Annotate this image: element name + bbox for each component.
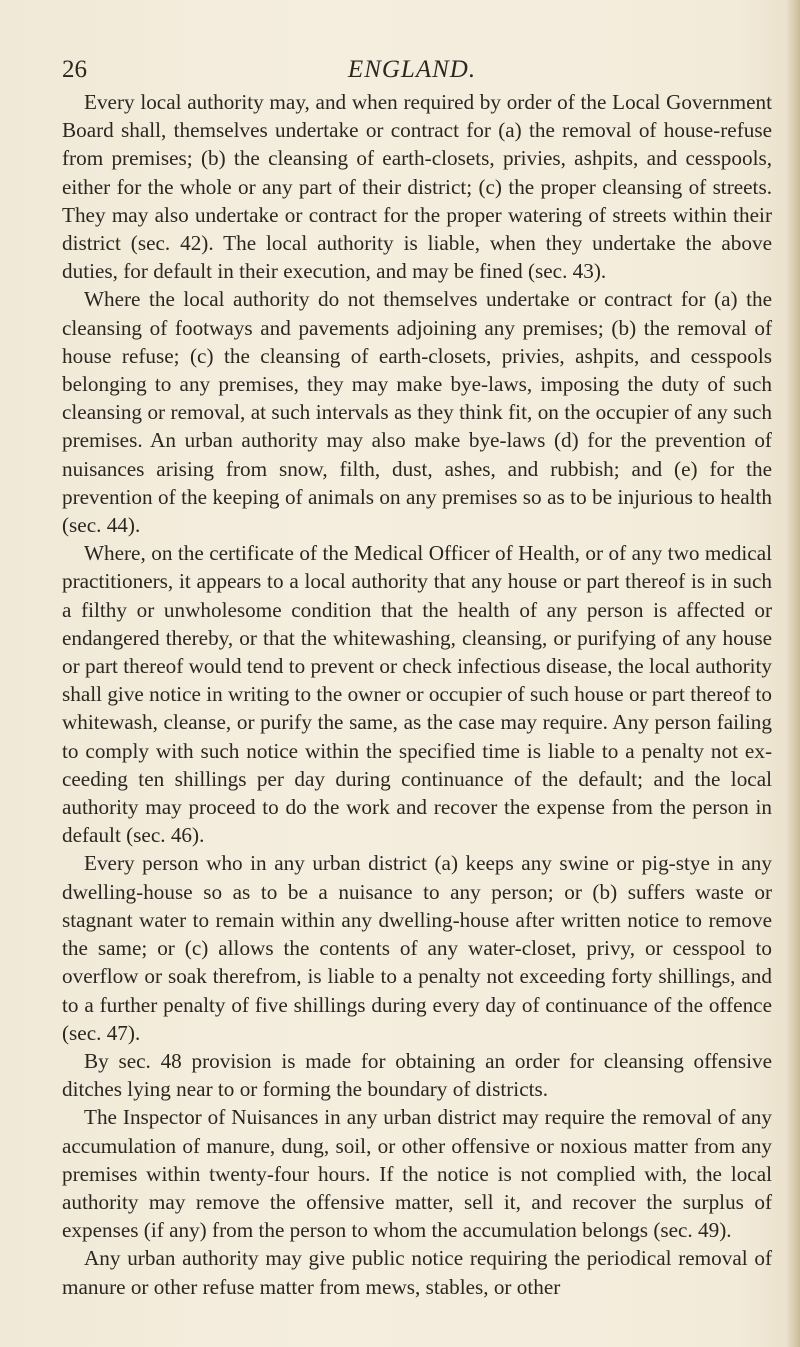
paragraph: The Inspector of Nuisances in any urban district may require the removal of any accumulation of manure, dung, soil, or other offensive or noxious matter from any premises within twenty-four hours. If the notice is not complied with, the local authority may remove the offensive matter, sell it, and recover the surplus of expenses (if any) from the person to whom the accumulation belongs (sec. 49). xyxy=(62,1105,772,1243)
paragraph: Where, on the certificate of the Medical Officer of Health, or of any two medical practitioners, it appears to a local authority that any house or part thereof is in such a filthy or unwholesome condition that the health of any person is affected or endangered thereby, or that the whitewashing, cleansing, or purifying of any house or part thereof would tend to prevent or check infectious disease, the local authority shall give notice in writing to the owner or occupier of such house or part thereof to whitewash, cleanse, or purify the same, as the case may require. Any person failing to comply with such notice within the specified time is liable to a penalty not exceeding ten shillings per day during continuance of the default; and the local authority may proceed to do the work and recover the expense from the person in default (sec. 46). xyxy=(62,541,772,848)
page-number: 26 xyxy=(62,56,87,83)
paragraph: Any urban authority may give public notice requiring the periodical removal of manure or other refuse matter from mews, stables, or other xyxy=(62,1246,772,1299)
page-header xyxy=(62,56,762,86)
paragraph: By sec. 48 provision is made for obtaining an order for cleansing offensive ditches lying near to or forming the boundary of districts. xyxy=(62,1048,772,1102)
paragraph: Every person who in any urban district (a) keeps any swine or pig-stye in any dwelling-house so as to be a nuisance to any person; or (b) suffers waste or stagnant water to remain within any dwelling-house after written notice to remove the same; or (c) allows the contents of any water-closet, privy, or cesspool to overflow or soak therefrom, is liable to a penalty not exceeding forty shillings, and to a further penalty of five shillings during every day of continuance of the offence (sec. 47). xyxy=(62,851,772,1045)
page-spine-shadow xyxy=(786,0,800,1347)
running-title: ENGLAND. xyxy=(347,56,477,83)
paragraph: Every local authority may, and when required by order of the Local Government Board shall, themselves undertake or contract for (a) the removal of house-refuse from premises; (b) the cleansing of earth-closets, privies, ashpits, and cesspools, either for the whole or any part of their district; (c) the proper cleansing of streets. They may also undertake or contract for the proper watering of streets within their district (sec. 42). The local authority is liable, when they undertake the above duties, for default in their execution, and may be fined (sec. 43). xyxy=(62,90,772,284)
page-body xyxy=(62,88,772,1301)
paragraph: Where the local authority do not themselves undertake or contract for (a) the cleansing of footways and pavements adjoining any premises; (b) the removal of house refuse; (c) the cleansing of earth-closets, privies, ashpits, and cesspools belonging to any premises, they may make bye-laws, imposing the duty of such cleansing or removal, at such intervals as they think fit, on the occupier of any such premises. An urban authority may also make bye-laws (d) for the prevention of nuisances arising from snow, filth, dust, ashes, and rubbish; and (e) for the prevention of the keeping of animals on any premises so as to be injurious to health (sec. 44). xyxy=(62,287,772,538)
